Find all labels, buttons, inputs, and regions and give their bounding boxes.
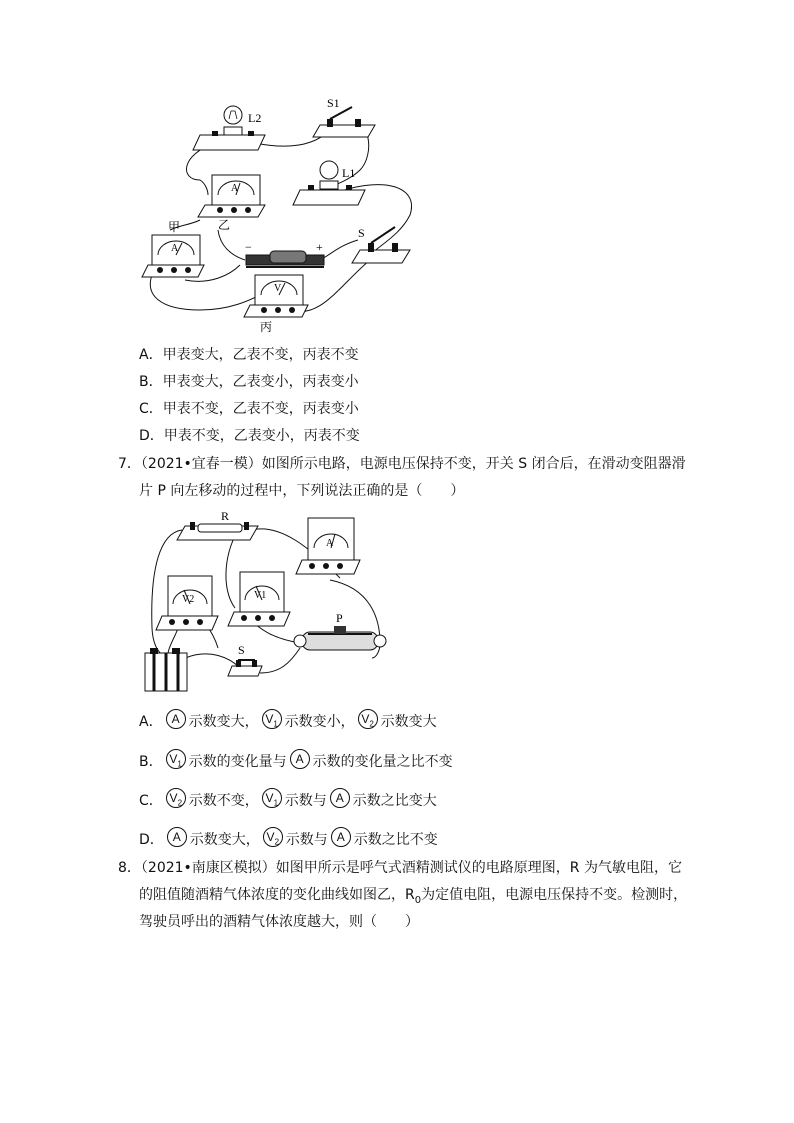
label-jia: 甲: [168, 220, 181, 234]
voltmeter-bing-v: V: [274, 283, 282, 294]
option-text: 示数不变，: [188, 793, 259, 809]
q7-option-a[interactable]: [139, 712, 437, 732]
voltmeter-bing: [244, 275, 308, 317]
meter-subscript: 1: [177, 759, 182, 769]
meter-symbol: V: [169, 791, 178, 805]
option-text: 示数的变化量之比不变: [312, 754, 453, 770]
q8-stem-line3: 驾驶员呼出的酒精气体浓度越大，则（ ）: [139, 914, 419, 930]
option-text: 示数之比变大: [352, 793, 437, 809]
option-letter: D．: [139, 428, 164, 444]
q8-text: 的阻值随酒精气体浓度的变化曲线如图乙，R: [139, 887, 415, 903]
q6-option-c[interactable]: [139, 399, 359, 419]
voltmeter-v1-icon: [166, 749, 186, 769]
option-text: 甲表不变，乙表不变，丙表变小: [162, 401, 359, 417]
switch-s1: [313, 107, 375, 137]
meter-symbol: V: [169, 752, 178, 766]
voltmeter-v1-icon: [262, 788, 282, 808]
option-letter: C．: [139, 793, 163, 809]
label-s1: S1: [327, 96, 340, 110]
option-text: 示数之比不变: [353, 832, 438, 848]
r0-subscript: 0: [414, 894, 422, 906]
q6-option-a[interactable]: [139, 345, 359, 365]
meter-subscript: 1: [273, 798, 279, 808]
option-letter: C．: [139, 401, 163, 417]
label-r: R: [221, 509, 230, 523]
ammeter-yi: [198, 175, 265, 217]
option-text: 示数变小，: [284, 714, 355, 730]
option-text: 示数与: [284, 793, 327, 809]
meter-symbol: A: [295, 752, 304, 766]
label-yi: 乙: [218, 218, 231, 232]
option-text: 示数的变化量与: [188, 754, 287, 770]
label-s: S: [358, 226, 365, 240]
ammeter-jia: [142, 235, 204, 277]
ammeter-icon: [331, 827, 351, 847]
option-text: 示数变大: [380, 714, 437, 730]
meter-symbol: A: [171, 712, 180, 726]
q7-option-d[interactable]: [139, 830, 438, 850]
label-minus: −: [245, 240, 252, 254]
meter-symbol: A: [336, 830, 345, 844]
q8-stem-line1: 8．（2021•南康区模拟）如图甲所示是呼气式酒精测试仪的电路原理图，R 为气敏电阻，它: [118, 860, 682, 876]
ammeter-icon: [167, 827, 187, 847]
option-letter: A．: [139, 347, 163, 363]
meter-symbol: V: [266, 830, 275, 844]
meter-subscript: 1: [273, 719, 278, 729]
meter-symbol: A: [335, 791, 344, 805]
option-letter: B．: [139, 754, 163, 770]
option-letter: B．: [139, 374, 163, 390]
option-text: 甲表不变，乙表变小，丙表不变: [163, 428, 360, 444]
ammeter-icon: [330, 788, 350, 808]
q7-option-b[interactable]: [139, 752, 453, 772]
q6-option-d[interactable]: [139, 426, 360, 446]
q7-stem-line1: 7．（2021•宜春一模）如图所示电路，电源电压保持不变，开关 S 闭合后，在滑动变阻器滑: [118, 456, 686, 472]
q7-option-c[interactable]: [139, 791, 437, 811]
option-text: 示数变大，: [189, 832, 260, 848]
option-text: 甲表变大，乙表变小，丙表变小: [162, 374, 359, 390]
label-s2: S: [238, 643, 245, 657]
resistor-r: [177, 522, 258, 540]
q8-text: 为定值电阻，电源电压保持不变。检测时，: [421, 887, 688, 903]
ammeter-icon: [166, 709, 186, 729]
meter-subscript: 2: [369, 719, 374, 729]
ammeter-a: A: [326, 538, 334, 549]
q6-option-b[interactable]: [139, 372, 359, 392]
label-bing: 丙: [260, 320, 273, 334]
label-p: P: [336, 611, 343, 625]
voltmeter-v1-icon: [262, 709, 282, 729]
voltmeter-v2-icon: [358, 709, 378, 729]
rheostat: [294, 626, 386, 650]
voltmeter-v1-label: V1: [254, 590, 267, 601]
voltmeter-v2-label: V2: [182, 594, 195, 605]
ammeter-icon: [290, 749, 310, 769]
meter-symbol: V: [265, 712, 274, 726]
circuit-figure-2: [140, 508, 400, 698]
meter-subscript: 2: [177, 798, 183, 808]
q7-stem-line2: 片 P 向左移动的过程中，下列说法正确的是（ ）: [139, 483, 465, 499]
ammeter-yi-a: A: [231, 183, 239, 194]
meter-symbol: A: [172, 830, 181, 844]
option-text: 甲表变大，乙表不变，丙表不变: [162, 347, 359, 363]
option-text: 示数变大，: [188, 714, 259, 730]
meter-symbol: V: [265, 791, 274, 805]
battery: [246, 251, 324, 267]
ammeter-jia-a: A: [171, 243, 179, 254]
circuit-figure-1: [140, 95, 430, 340]
label-l1: L1: [342, 166, 356, 180]
battery-pack: [145, 648, 187, 691]
q8-stem-line2: [139, 885, 687, 911]
meter-subscript: 2: [274, 837, 280, 847]
voltmeter-v2-icon: [166, 788, 186, 808]
meter-symbol: V: [361, 712, 370, 726]
label-plus: +: [316, 240, 323, 254]
option-letter: D．: [139, 832, 164, 848]
voltmeter-v2-icon: [263, 827, 283, 847]
option-letter: A．: [139, 714, 163, 730]
option-text: 示数与: [285, 832, 328, 848]
wire: [186, 143, 215, 195]
label-l2: L2: [248, 111, 262, 125]
